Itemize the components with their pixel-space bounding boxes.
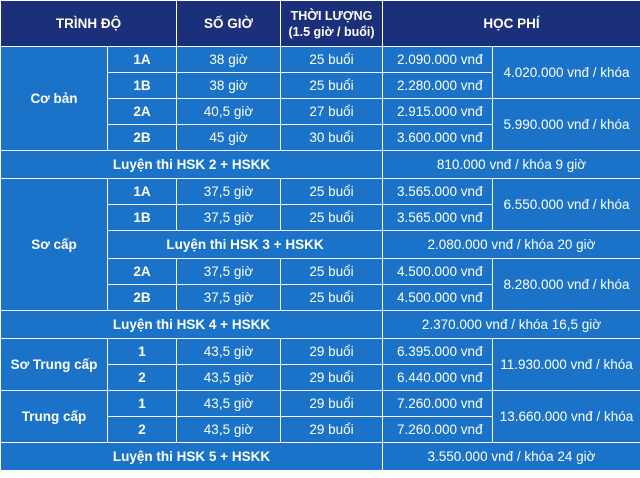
hsk-row — [1, 151, 640, 179]
course-sessions: 30 buổi — [281, 125, 383, 151]
course-sessions: 25 buổi — [281, 73, 383, 99]
level-co-ban: Cơ bản — [1, 47, 108, 151]
header-row — [1, 1, 640, 47]
course-sessions: 29 buổi — [281, 391, 383, 417]
course-code: 1 — [108, 391, 177, 417]
course-code: 2B — [108, 125, 177, 151]
course-code: 2 — [108, 417, 177, 443]
hsk-fee: 2.370.000 vnđ / khóa 16,5 giờ — [383, 311, 640, 339]
header-level: TRÌNH ĐỘ — [1, 1, 177, 47]
table-row — [1, 179, 640, 205]
course-hours: 43,5 giờ — [177, 339, 281, 365]
hsk-fee: 3.550.000 vnđ / khóa 24 giờ — [383, 443, 640, 471]
course-fee: 4.500.000 vnđ — [383, 285, 493, 311]
header-fee: HỌC PHÍ — [383, 1, 640, 47]
course-total: 11.930.000 vnđ / khóa — [493, 339, 640, 391]
course-total: 8.280.000 vnđ / khóa — [493, 259, 640, 311]
course-fee: 3.600.000 vnđ — [383, 125, 493, 151]
course-code: 1 — [108, 339, 177, 365]
header-duration-note: (1.5 giờ / buổi) — [288, 24, 375, 39]
table-row — [1, 47, 640, 73]
course-hours: 43,5 giờ — [177, 417, 281, 443]
course-total: 6.550.000 vnđ / khóa — [493, 179, 640, 231]
level-so-cap: Sơ cấp — [1, 179, 108, 311]
course-hours: 38 giờ — [177, 47, 281, 73]
hsk-label: Luyện thi HSK 4 + HSKK — [1, 311, 383, 339]
header-duration-title: THỜI LƯỢNG — [290, 8, 373, 23]
course-fee: 6.395.000 vnđ — [383, 339, 493, 365]
course-hours: 45 giờ — [177, 125, 281, 151]
course-sessions: 25 buổi — [281, 285, 383, 311]
course-code: 1A — [108, 47, 177, 73]
course-sessions: 27 buổi — [281, 99, 383, 125]
course-sessions: 25 buổi — [281, 179, 383, 205]
course-fee: 6.440.000 vnđ — [383, 365, 493, 391]
level-so-trung-cap: Sơ Trung cấp — [1, 339, 108, 391]
hsk-fee: 810.000 vnđ / khóa 9 giờ — [383, 151, 640, 179]
course-sessions: 29 buổi — [281, 365, 383, 391]
course-hours: 43,5 giờ — [177, 365, 281, 391]
course-sessions: 29 buổi — [281, 339, 383, 365]
level-trung-cap: Trung cấp — [1, 391, 108, 443]
course-hours: 40,5 giờ — [177, 99, 281, 125]
table-row — [1, 391, 640, 417]
hsk-label: Luyện thi HSK 2 + HSKK — [1, 151, 383, 179]
course-fee: 3.565.000 vnđ — [383, 179, 493, 205]
course-fee: 7.260.000 vnđ — [383, 391, 493, 417]
hsk-label: Luyện thi HSK 5 + HSKK — [1, 443, 383, 471]
course-code: 1B — [108, 73, 177, 99]
course-hours: 37,5 giờ — [177, 179, 281, 205]
course-total: 13.660.000 vnđ / khóa — [493, 391, 640, 443]
course-fee: 4.500.000 vnđ — [383, 259, 493, 285]
course-fee: 2.090.000 vnđ — [383, 47, 493, 73]
course-sessions: 25 buổi — [281, 205, 383, 231]
course-code: 2A — [108, 259, 177, 285]
hsk-fee: 2.080.000 vnđ / khóa 20 giờ — [383, 231, 640, 259]
course-hours: 43,5 giờ — [177, 391, 281, 417]
course-code: 1B — [108, 205, 177, 231]
course-total: 5.990.000 vnđ / khóa — [493, 99, 640, 151]
course-code: 2B — [108, 285, 177, 311]
course-fee: 3.565.000 vnđ — [383, 205, 493, 231]
course-code: 2A — [108, 99, 177, 125]
header-hours: SỐ GIỜ — [177, 1, 281, 47]
hsk-row — [1, 443, 640, 471]
header-duration — [281, 1, 383, 47]
course-hours: 37,5 giờ — [177, 205, 281, 231]
course-code: 1A — [108, 179, 177, 205]
course-code: 2 — [108, 365, 177, 391]
hsk-label: Luyện thi HSK 3 + HSKK — [108, 231, 383, 259]
course-sessions: 25 buổi — [281, 47, 383, 73]
hsk-row — [1, 311, 640, 339]
course-fee: 2.280.000 vnđ — [383, 73, 493, 99]
course-hours: 38 giờ — [177, 73, 281, 99]
course-sessions: 29 buổi — [281, 417, 383, 443]
course-hours: 37,5 giờ — [177, 259, 281, 285]
course-fee: 7.260.000 vnđ — [383, 417, 493, 443]
course-total: 4.020.000 vnđ / khóa — [493, 47, 640, 99]
course-hours: 37,5 giờ — [177, 285, 281, 311]
course-fee: 2.915.000 vnđ — [383, 99, 493, 125]
course-sessions: 25 buổi — [281, 259, 383, 285]
table-row — [1, 339, 640, 365]
